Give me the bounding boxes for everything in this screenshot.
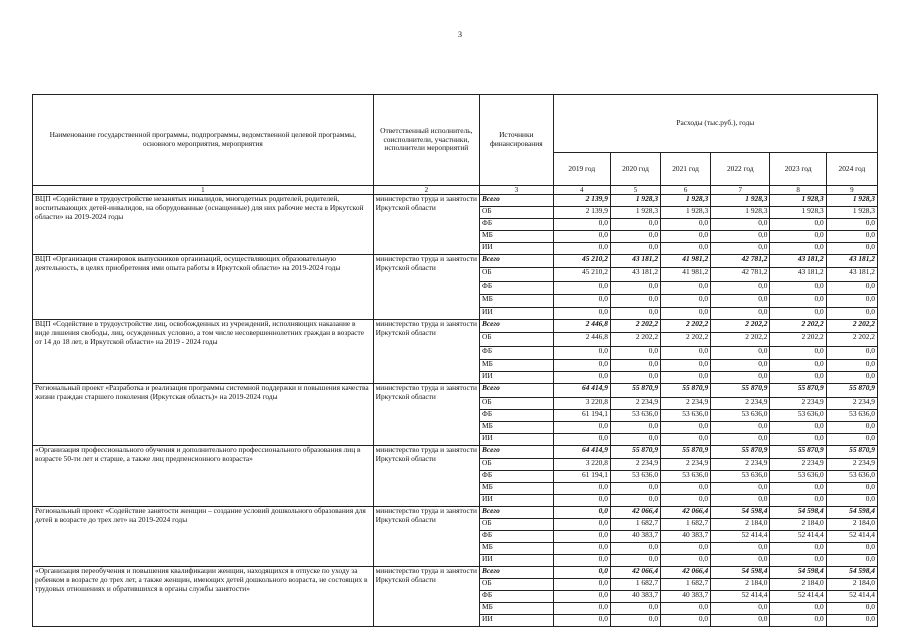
expense-value: 0,0 — [711, 555, 770, 567]
expense-value: 43 181,2 — [770, 255, 826, 268]
expense-value: 0,0 — [661, 308, 711, 320]
expense-value: 2 234,9 — [661, 398, 711, 410]
expense-value: 0,0 — [661, 295, 711, 308]
expense-value: 2 202,2 — [826, 333, 877, 347]
expense-value: 42 066,4 — [661, 507, 711, 519]
expense-value: 0,0 — [610, 603, 660, 615]
funding-source: ОБ — [480, 398, 554, 410]
expense-value: 0,0 — [826, 555, 877, 567]
executor: министерство труда и занятости Иркутской области — [373, 195, 479, 255]
expense-value: 0,0 — [711, 347, 770, 360]
expense-value: 64 414,9 — [553, 384, 610, 398]
expense-value: 0,0 — [553, 372, 610, 384]
expense-value: 0,0 — [826, 615, 877, 627]
expense-value: 1 928,3 — [711, 195, 770, 207]
expense-value: 53 636,0 — [711, 471, 770, 483]
expense-value: 0,0 — [553, 543, 610, 555]
expense-value: 2 202,2 — [610, 333, 660, 347]
funding-source: ИИ — [480, 243, 554, 255]
expense-value: 0,0 — [553, 603, 610, 615]
expense-value: 0,0 — [610, 543, 660, 555]
expense-value: 55 870,9 — [610, 446, 660, 459]
expense-value: 54 598,4 — [770, 567, 826, 579]
expense-value: 1 928,3 — [610, 195, 660, 207]
expense-value: 2 139,9 — [553, 207, 610, 219]
expense-value: 2 234,9 — [826, 459, 877, 471]
column-number: 1 — [33, 186, 374, 195]
funding-source: МБ — [480, 543, 554, 555]
table-row — [33, 507, 878, 519]
expense-value: 52 414,4 — [770, 591, 826, 603]
expense-value: 0,0 — [553, 495, 610, 507]
expense-value: 0,0 — [661, 543, 711, 555]
expense-value: 1 928,3 — [661, 207, 711, 219]
funding-source: МБ — [480, 603, 554, 615]
table-row — [33, 384, 878, 398]
funding-source: ИИ — [480, 555, 554, 567]
header-name: Наименование государственной программы, подпрограммы, ведомственной целевой программы, основного мероприятия, мероприятия — [33, 95, 374, 186]
expense-value: 55 870,9 — [826, 446, 877, 459]
expense-value: 53 636,0 — [610, 471, 660, 483]
expense-value: 0,0 — [770, 483, 826, 495]
expense-value: 53 636,0 — [661, 471, 711, 483]
expense-value: 0,0 — [610, 483, 660, 495]
expense-value: 0,0 — [610, 347, 660, 360]
expense-value: 0,0 — [553, 434, 610, 446]
expense-value: 52 414,4 — [826, 591, 877, 603]
expense-value: 0,0 — [770, 495, 826, 507]
expense-value: 0,0 — [661, 231, 711, 243]
funding-source: ФБ — [480, 219, 554, 231]
funding-source: ФБ — [480, 282, 554, 295]
header-year: 2023 год — [770, 153, 826, 186]
expense-value: 0,0 — [826, 219, 877, 231]
expense-value: 0,0 — [553, 507, 610, 519]
funding-source: ФБ — [480, 471, 554, 483]
expense-value: 0,0 — [553, 282, 610, 295]
expense-value: 1 928,3 — [711, 207, 770, 219]
expense-value: 41 981,2 — [661, 268, 711, 282]
expense-value: 0,0 — [610, 243, 660, 255]
expense-value: 0,0 — [553, 579, 610, 591]
expense-value: 42 066,4 — [610, 567, 660, 579]
expense-value: 0,0 — [770, 434, 826, 446]
expense-value: 55 870,9 — [610, 384, 660, 398]
expense-value: 0,0 — [711, 603, 770, 615]
expense-value: 1 928,3 — [770, 207, 826, 219]
funding-source: Всего — [480, 320, 554, 333]
expense-value: 0,0 — [661, 422, 711, 434]
expense-value: 0,0 — [661, 347, 711, 360]
expense-value: 0,0 — [826, 231, 877, 243]
expense-value: 0,0 — [610, 372, 660, 384]
expense-value: 0,0 — [826, 308, 877, 320]
funding-source: ОБ — [480, 459, 554, 471]
executor: министерство труда и занятости Иркутской области — [373, 446, 479, 507]
expense-value: 2 234,9 — [770, 398, 826, 410]
expense-value: 55 870,9 — [661, 446, 711, 459]
program-name: Региональный проект «Содействие занятости женщин – создание условий дошкольного образования для детей в возрасте до трех лет» на 2019-2024 годы — [33, 507, 374, 567]
expense-value: 0,0 — [661, 282, 711, 295]
expense-value: 0,0 — [610, 495, 660, 507]
executor: министерство труда и занятости Иркутской области — [373, 255, 479, 320]
expense-value: 0,0 — [770, 295, 826, 308]
expense-value: 0,0 — [711, 295, 770, 308]
expense-value: 2 446,8 — [553, 333, 610, 347]
expense-value: 53 636,0 — [770, 410, 826, 422]
expense-value: 0,0 — [661, 495, 711, 507]
program-name: ВЦП «Содействие в трудоустройстве лиц, освобожденных из учреждений, исполняющих наказание в виде лишения свободы, лиц, осужденных условно, а том числе несовершеннолетних граждан в возрасте от 14 до 18 лет, в Иркутской области» на 2019 - 2024 годы — [33, 320, 374, 384]
expense-value: 0,0 — [770, 282, 826, 295]
expense-value: 2 234,9 — [610, 459, 660, 471]
expense-value: 53 636,0 — [770, 471, 826, 483]
column-number: 8 — [770, 186, 826, 195]
expense-value: 0,0 — [661, 483, 711, 495]
header-year: 2024 год — [826, 153, 877, 186]
expense-value: 0,0 — [711, 219, 770, 231]
expense-value: 0,0 — [553, 567, 610, 579]
funding-source: Всего — [480, 384, 554, 398]
funding-source: МБ — [480, 360, 554, 372]
program-name: ВЦП «Организация стажировок выпускников организаций, осуществляющих образовательную деятельность, в целях приобретения ими опыта работы в Иркутской области» на 2019-2024 годы — [33, 255, 374, 320]
expense-value: 0,0 — [610, 231, 660, 243]
expense-value: 42 781,2 — [711, 255, 770, 268]
expense-value: 0,0 — [553, 591, 610, 603]
expense-value: 0,0 — [661, 615, 711, 627]
column-number: 9 — [826, 186, 877, 195]
expense-value: 43 181,2 — [826, 268, 877, 282]
funding-source: МБ — [480, 231, 554, 243]
expense-value: 0,0 — [661, 243, 711, 255]
funding-source: Всего — [480, 567, 554, 579]
expense-value: 55 870,9 — [770, 446, 826, 459]
expense-value: 2 234,9 — [826, 398, 877, 410]
expense-value: 0,0 — [661, 360, 711, 372]
header-year: 2022 год — [711, 153, 770, 186]
expense-value: 0,0 — [770, 543, 826, 555]
expense-value: 0,0 — [770, 615, 826, 627]
expense-value: 40 383,7 — [610, 531, 660, 543]
expense-value: 0,0 — [553, 531, 610, 543]
expense-value: 0,0 — [711, 483, 770, 495]
expense-value: 55 870,9 — [826, 384, 877, 398]
expense-value: 0,0 — [661, 219, 711, 231]
funding-source: ОБ — [480, 207, 554, 219]
expense-value: 0,0 — [770, 603, 826, 615]
expense-value: 0,0 — [711, 231, 770, 243]
expense-value: 0,0 — [711, 308, 770, 320]
funding-source: ФБ — [480, 410, 554, 422]
expense-value: 0,0 — [553, 231, 610, 243]
expense-value: 0,0 — [770, 422, 826, 434]
program-name: «Организация профессионального обучения и дополнительного профессионального образования лиц в возрасте 50-ти лет и старше, а также лиц предпенсионного возраста» — [33, 446, 374, 507]
expense-value: 2 202,2 — [711, 333, 770, 347]
expense-value: 1 682,7 — [661, 519, 711, 531]
expense-value: 61 194,1 — [553, 410, 610, 422]
expense-value: 0,0 — [711, 434, 770, 446]
column-number: 3 — [480, 186, 554, 195]
expense-value: 1 682,7 — [661, 579, 711, 591]
expense-value: 3 220,8 — [553, 398, 610, 410]
expense-value: 2 184,0 — [770, 519, 826, 531]
expense-value: 1 682,7 — [610, 519, 660, 531]
expense-value: 42 066,4 — [610, 507, 660, 519]
program-name: Региональный проект «Разработка и реализация программы системной поддержки и повышения качества жизни граждан старшего поколения (Иркутская область)» на 2019-2024 годы — [33, 384, 374, 446]
column-number: 7 — [711, 186, 770, 195]
expense-value: 0,0 — [826, 360, 877, 372]
funding-source: ОБ — [480, 333, 554, 347]
expense-value: 2 234,9 — [661, 459, 711, 471]
expense-value: 2 202,2 — [610, 320, 660, 333]
expense-value: 0,0 — [553, 422, 610, 434]
expense-value: 54 598,4 — [711, 567, 770, 579]
expense-value: 0,0 — [826, 282, 877, 295]
expense-value: 0,0 — [826, 243, 877, 255]
expense-value: 0,0 — [770, 372, 826, 384]
expense-value: 53 636,0 — [661, 410, 711, 422]
table-row — [33, 567, 878, 579]
funding-source: Всего — [480, 195, 554, 207]
expense-value: 1 682,7 — [610, 579, 660, 591]
expense-value: 54 598,4 — [770, 507, 826, 519]
expense-value: 2 184,0 — [826, 519, 877, 531]
expense-value: 0,0 — [711, 422, 770, 434]
header-year: 2019 год — [553, 153, 610, 186]
expense-value: 2 184,0 — [711, 519, 770, 531]
expense-value: 2 202,2 — [711, 320, 770, 333]
expense-value: 0,0 — [770, 243, 826, 255]
expense-value: 52 414,4 — [826, 531, 877, 543]
header-expenses: Расходы (тыс.руб.), годы — [553, 95, 877, 153]
expense-value: 0,0 — [553, 219, 610, 231]
funding-source: ИИ — [480, 308, 554, 320]
expense-value: 2 202,2 — [661, 320, 711, 333]
expense-value: 3 220,8 — [553, 459, 610, 471]
expense-value: 2 184,0 — [711, 579, 770, 591]
expense-value: 40 383,7 — [661, 531, 711, 543]
expense-value: 45 210,2 — [553, 268, 610, 282]
expense-value: 0,0 — [610, 434, 660, 446]
expense-value: 0,0 — [610, 308, 660, 320]
expense-value: 0,0 — [711, 543, 770, 555]
expense-value: 0,0 — [610, 360, 660, 372]
expense-value: 61 194,1 — [553, 471, 610, 483]
expense-value: 0,0 — [770, 360, 826, 372]
column-number: 6 — [661, 186, 711, 195]
header-year: 2020 год — [610, 153, 660, 186]
expense-value: 0,0 — [661, 372, 711, 384]
expense-value: 2 139,9 — [553, 195, 610, 207]
expense-value: 0,0 — [711, 372, 770, 384]
expense-value: 0,0 — [553, 555, 610, 567]
expense-value: 1 928,3 — [661, 195, 711, 207]
expense-value: 53 636,0 — [826, 471, 877, 483]
expense-value: 2 234,9 — [711, 398, 770, 410]
expense-value: 0,0 — [661, 434, 711, 446]
expense-value: 45 210,2 — [553, 255, 610, 268]
expense-value: 2 446,8 — [553, 320, 610, 333]
expense-value: 0,0 — [826, 422, 877, 434]
expense-value: 40 383,7 — [610, 591, 660, 603]
funding-source: ФБ — [480, 591, 554, 603]
expense-value: 0,0 — [826, 543, 877, 555]
expense-value: 0,0 — [553, 519, 610, 531]
expense-value: 54 598,4 — [826, 507, 877, 519]
funding-source: МБ — [480, 483, 554, 495]
funding-source: ИИ — [480, 615, 554, 627]
expense-value: 53 636,0 — [826, 410, 877, 422]
expense-value: 43 181,2 — [826, 255, 877, 268]
expense-value: 0,0 — [610, 615, 660, 627]
expense-value: 0,0 — [553, 483, 610, 495]
expense-value: 55 870,9 — [711, 384, 770, 398]
expense-value: 0,0 — [610, 282, 660, 295]
funding-source: МБ — [480, 295, 554, 308]
expense-value: 40 383,7 — [661, 591, 711, 603]
expense-value: 43 181,2 — [610, 255, 660, 268]
expense-value: 0,0 — [826, 495, 877, 507]
funding-source: ИИ — [480, 434, 554, 446]
expense-value: 55 870,9 — [711, 446, 770, 459]
funding-source: ИИ — [480, 495, 554, 507]
expense-value: 2 202,2 — [661, 333, 711, 347]
funding-source: ИИ — [480, 372, 554, 384]
expense-value: 0,0 — [770, 308, 826, 320]
expense-value: 0,0 — [770, 555, 826, 567]
funding-source: Всего — [480, 507, 554, 519]
expense-value: 52 414,4 — [711, 531, 770, 543]
funding-source: Всего — [480, 446, 554, 459]
budget-table — [32, 94, 878, 627]
expense-value: 1 928,3 — [770, 195, 826, 207]
program-name: «Организация переобучения и повышения квалификации женщин, находящихся в отпуске по уходу за ребенком в возрасте до трех лет, а также женщин, имеющих детей дошкольного возраста, не состоящих в трудовых отношениях и обратившихся в органы службы занятости» — [33, 567, 374, 627]
expense-value: 0,0 — [770, 347, 826, 360]
expense-value: 0,0 — [770, 231, 826, 243]
expense-value: 0,0 — [553, 308, 610, 320]
funding-source: ОБ — [480, 579, 554, 591]
expense-value: 0,0 — [711, 282, 770, 295]
expense-value: 55 870,9 — [661, 384, 711, 398]
table-row — [33, 255, 878, 268]
expense-value: 0,0 — [553, 347, 610, 360]
column-number: 2 — [373, 186, 479, 195]
column-number: 5 — [610, 186, 660, 195]
expense-value: 0,0 — [610, 422, 660, 434]
expense-value: 0,0 — [826, 483, 877, 495]
expense-value: 0,0 — [826, 347, 877, 360]
funding-source: ФБ — [480, 531, 554, 543]
table-row — [33, 195, 878, 207]
expense-value: 54 598,4 — [826, 567, 877, 579]
executor: министерство труда и занятости Иркутской области — [373, 320, 479, 384]
expense-value: 0,0 — [553, 360, 610, 372]
funding-source: МБ — [480, 422, 554, 434]
executor: министерство труда и занятости Иркутской области — [373, 567, 479, 627]
expense-value: 52 414,4 — [711, 591, 770, 603]
table-row — [33, 320, 878, 333]
executor: министерство труда и занятости Иркутской области — [373, 507, 479, 567]
expense-value: 0,0 — [711, 360, 770, 372]
expense-value: 2 234,9 — [770, 459, 826, 471]
expense-value: 53 636,0 — [610, 410, 660, 422]
expense-value: 42 066,4 — [661, 567, 711, 579]
expense-value: 53 636,0 — [711, 410, 770, 422]
expense-value: 1 928,3 — [826, 195, 877, 207]
header-source: Источники финансирования — [480, 95, 554, 186]
funding-source: ОБ — [480, 268, 554, 282]
expense-value: 2 202,2 — [770, 320, 826, 333]
funding-source: ФБ — [480, 347, 554, 360]
expense-value: 2 202,2 — [770, 333, 826, 347]
expense-value: 0,0 — [770, 219, 826, 231]
expense-value: 0,0 — [826, 295, 877, 308]
expense-value: 43 181,2 — [770, 268, 826, 282]
expense-value: 0,0 — [661, 603, 711, 615]
expense-value: 0,0 — [826, 603, 877, 615]
funding-source: Всего — [480, 255, 554, 268]
column-number: 4 — [553, 186, 610, 195]
expense-value: 0,0 — [553, 615, 610, 627]
expense-value: 2 184,0 — [826, 579, 877, 591]
expense-value: 54 598,4 — [711, 507, 770, 519]
expense-value: 1 928,3 — [826, 207, 877, 219]
expense-value: 0,0 — [661, 555, 711, 567]
expense-value: 41 981,2 — [661, 255, 711, 268]
table-row — [33, 446, 878, 459]
expense-value: 0,0 — [610, 295, 660, 308]
expense-value: 2 184,0 — [770, 579, 826, 591]
expense-value: 2 234,9 — [711, 459, 770, 471]
header-executor: Ответственный исполнитель, соисполнители, участники, исполнители мероприятий — [373, 95, 479, 186]
expense-value: 2 234,9 — [610, 398, 660, 410]
page-number: 3 — [458, 30, 462, 39]
expense-value: 1 928,3 — [610, 207, 660, 219]
expense-value: 52 414,4 — [770, 531, 826, 543]
program-name: ВЦП «Содействие в трудоустройстве незанятых инвалидов, многодетных родителей, родителей, воспитывающих детей-инвалидов, на оборудованные (оснащенные) для них рабочие места в Иркутской области» на 2019-2024 годы — [33, 195, 374, 255]
expense-value: 42 781,2 — [711, 268, 770, 282]
expense-value: 0,0 — [553, 243, 610, 255]
expense-value: 0,0 — [711, 615, 770, 627]
expense-value: 0,0 — [826, 434, 877, 446]
expense-value: 0,0 — [553, 295, 610, 308]
table-body — [33, 195, 878, 627]
expense-value: 0,0 — [711, 243, 770, 255]
executor: министерство труда и занятости Иркутской области — [373, 384, 479, 446]
expense-value: 43 181,2 — [610, 268, 660, 282]
header-year: 2021 год — [661, 153, 711, 186]
expense-value: 0,0 — [826, 372, 877, 384]
expense-value: 0,0 — [610, 555, 660, 567]
expense-value: 55 870,9 — [770, 384, 826, 398]
expense-value: 0,0 — [711, 495, 770, 507]
expense-value: 0,0 — [610, 219, 660, 231]
expense-value: 2 202,2 — [826, 320, 877, 333]
expense-value: 64 414,9 — [553, 446, 610, 459]
funding-source: ОБ — [480, 519, 554, 531]
